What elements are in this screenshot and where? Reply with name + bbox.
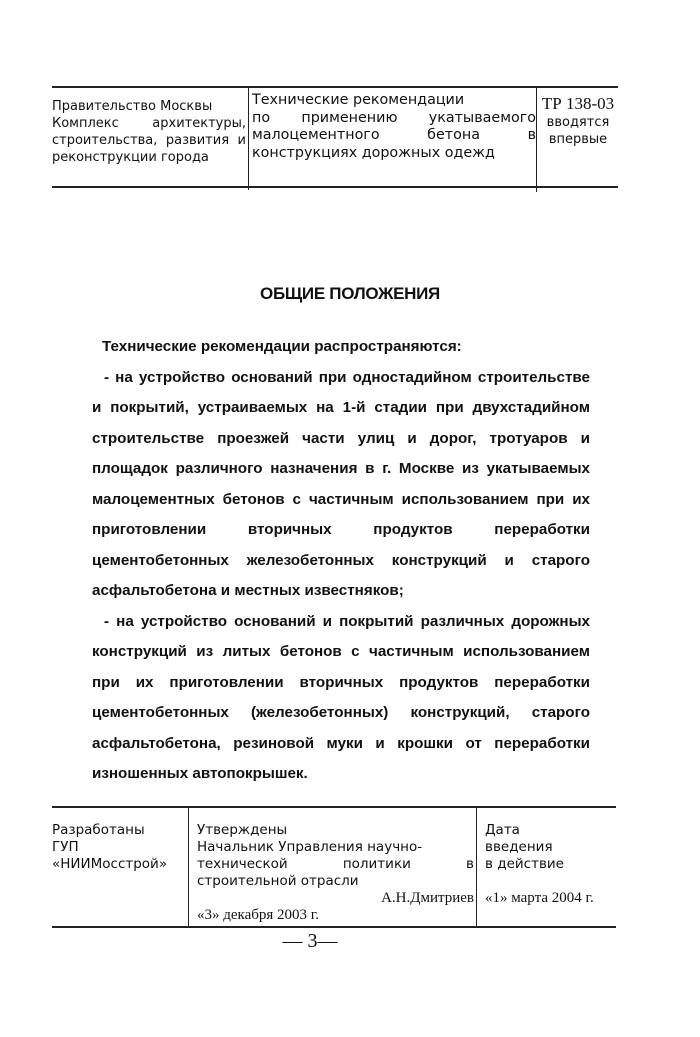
- intro-paragraph: Технические рекомендации распространяются:: [102, 338, 462, 355]
- approved-line: Начальник Управления научно-: [197, 839, 423, 855]
- page-number: — 3—: [282, 930, 338, 952]
- org-line: Комплекс архитектуры,: [52, 116, 246, 131]
- header-table: [52, 86, 618, 188]
- footer-effective-date: [476, 808, 616, 926]
- footer-table: [52, 806, 616, 928]
- approved-line: строительной отрасли: [197, 873, 359, 889]
- title-line: Технические рекомендации: [252, 92, 465, 108]
- footer-developer: [52, 808, 186, 940]
- scope-item-1: - на устройство оснований при одностадийном строительстве и покрытий, устраиваемых на 1-й стадии при двухстадийном строительстве проезжей части улиц и дорог, тротуаров и площадок различного назначения в г. Москве из укатываемых малоцементных бетонов с частичным использованием при их приготовлении вторичных продуктов переработки цементобетонных железобетонных конструкций и старого асфальтобетона и местных известняков;: [92, 368, 590, 599]
- approved-date: «3» декабря 2003 г.: [197, 907, 319, 923]
- title-line: конструкциях дорожных одежд: [252, 144, 495, 161]
- date-label-line: введения: [485, 839, 553, 855]
- header-code-cell: [536, 88, 619, 192]
- title-line: малоцементного бетона в: [252, 127, 536, 143]
- header-document-title: [248, 88, 536, 190]
- status-line: впервые: [548, 132, 608, 147]
- developer-line: «НИИМосстрой»: [52, 856, 168, 872]
- effective-date: «1» марта 2004 г.: [485, 890, 594, 906]
- body-text: [92, 332, 590, 790]
- title-line: по применению укатываемого: [252, 109, 536, 126]
- footer-approval: [188, 808, 474, 926]
- signatory: А.Н.Дмитриев: [381, 890, 474, 906]
- approved-line: технической политики в: [197, 856, 474, 872]
- date-label-line: в действие: [485, 856, 564, 872]
- developer-line: Разработаны: [52, 822, 145, 838]
- org-line: реконструкции города: [52, 150, 209, 165]
- document-code: ТР 138-03: [541, 94, 615, 113]
- org-line: Правительство Москвы: [52, 99, 213, 114]
- date-label-line: Дата: [485, 822, 520, 838]
- developer-line: ГУП: [52, 839, 79, 855]
- scope-item-2: - на устройство оснований и покрытий различных дорожных конструкций из литых бетонов с частичным использованием при их приготовлении вторичных продуктов переработки цементобетонных (железобетонных) конструкций, старого асфальтобетона, резиновой муки и крошки от переработки изношенных автопокрышек.: [92, 612, 590, 782]
- org-line: строительства, развития и: [52, 133, 246, 148]
- status-line: вводятся: [546, 115, 610, 130]
- section-title: ОБЩИЕ ПОЛОЖЕНИЯ: [260, 284, 440, 303]
- header-organization: [52, 88, 246, 196]
- approved-label: Утверждены: [197, 822, 288, 838]
